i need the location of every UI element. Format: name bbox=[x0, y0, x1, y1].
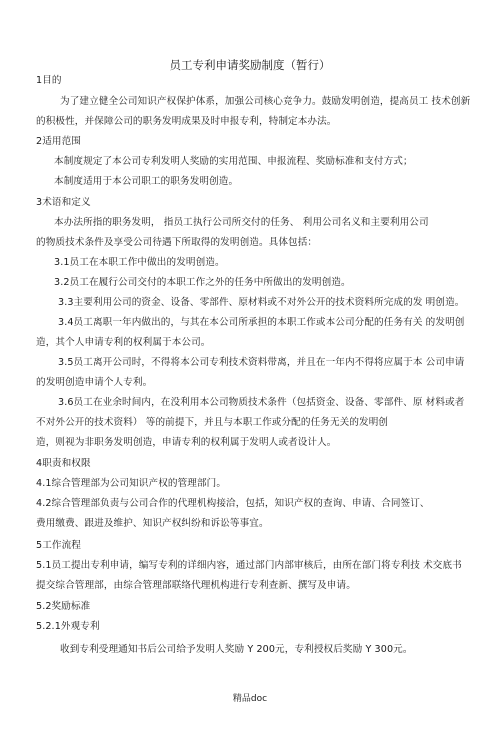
clause-5-2: 5.2奖励标准 bbox=[36, 601, 91, 612]
paragraph-line: 为了建立健全公司知识产权保护体系，加强公司核心竞争力。鼓励发明创造，提高员工 技术创新 bbox=[60, 96, 471, 107]
paragraph-line: 本制度适用于本公司职工的职务发明创造。 bbox=[54, 176, 239, 187]
section-1-heading: 1目的 bbox=[36, 75, 62, 86]
page-footer: 精品doc bbox=[232, 694, 268, 704]
clause-3-5: 3.5员工离开公司时，不得将本公司专利技术资料带离，并且在一年内不得将应属于本 公司申请 bbox=[58, 357, 465, 368]
clause-4-2: 4.2综合管理部负责与公司合作的代理机构接洽，包括，知识产权的查询、申请、合同签订、 bbox=[36, 498, 430, 509]
clause-4-1: 4.1综合管理部为公司知识产权的管理部门。 bbox=[36, 478, 227, 489]
section-5-heading: 5工作流程 bbox=[36, 540, 81, 551]
section-3-heading: 3术语和定义 bbox=[36, 197, 91, 208]
paragraph-line: 的积极性，并保障公司的职务发明成果及时申报专利，特制定本办法。 bbox=[36, 116, 337, 127]
paragraph-line: 造，其个人申请专利的权利属于本公司。 bbox=[36, 337, 211, 348]
paragraph-line: 的发明创造申请个人专利。 bbox=[36, 377, 153, 388]
clause-5-2-1: 5.2.1外观专利 bbox=[36, 621, 100, 632]
document-title: 员工专利申请奖励制度（暂行） bbox=[169, 58, 331, 72]
clause-3-6: 3.6员工在业余时间内，在没利用本公司物质技术条件（包括资金、设备、零部件、原 材料或者 bbox=[58, 397, 465, 408]
clause-3-2: 3.2员工在履行公司交付的本职工作之外的任务中所做出的发明创造。 bbox=[54, 277, 351, 288]
clause-3-4: 3.4员工离职一年内做出的，与其在本公司所承担的本职工作或本公司分配的任务有关 的发明创 bbox=[58, 317, 465, 328]
paragraph-line: 提交综合管理部，由综合管理部联络代理机构进行专利查新、撰写及申请。 bbox=[36, 580, 356, 591]
paragraph-line: 本制度规定了本公司专利发明人奖励的实用范围、申报流程、奖励标准和支付方式； bbox=[54, 156, 413, 167]
paragraph-line: 的物质技术条件及享受公司待遇下所取得的发明创造。具体包括： bbox=[36, 237, 318, 248]
section-4-heading: 4职责和权限 bbox=[36, 458, 91, 469]
paragraph-line: 不对外公开的技术资料） 等的前提下，并且与本职工作或分配的任务无关的发明创 bbox=[36, 417, 389, 428]
paragraph-line: 本办法所指的职务发明， 指员工执行公司所交付的任务、 利用公司名义和主要利用公司 bbox=[54, 217, 429, 228]
paragraph-line: 收到专利受理通知书后公司给予发明人奖励 Y 200元，专利授权后奖励 Y 300元。 bbox=[60, 644, 413, 655]
clause-3-1: 3.1员工在本职工作中做出的发明创造。 bbox=[54, 257, 225, 268]
section-2-heading: 2适用范围 bbox=[36, 136, 81, 147]
clause-5-1: 5.1员工提出专利申请，编写专利的详细内容，通过部门内部审核后，由所在部门将专利技 术交底书 bbox=[36, 560, 462, 571]
clause-3-3: 3.3主要利用公司的资金、设备、零部件、原材料或不对外公开的技术资料所完成的发 明创造。 bbox=[58, 297, 465, 308]
paragraph-line: 费用缴费、跟进及维护、知识产权纠纷和诉讼等事宜。 bbox=[36, 518, 269, 529]
paragraph-line: 造，则视为非职务发明创造，申请专利的权利属于发明人或者设计人。 bbox=[36, 437, 337, 448]
